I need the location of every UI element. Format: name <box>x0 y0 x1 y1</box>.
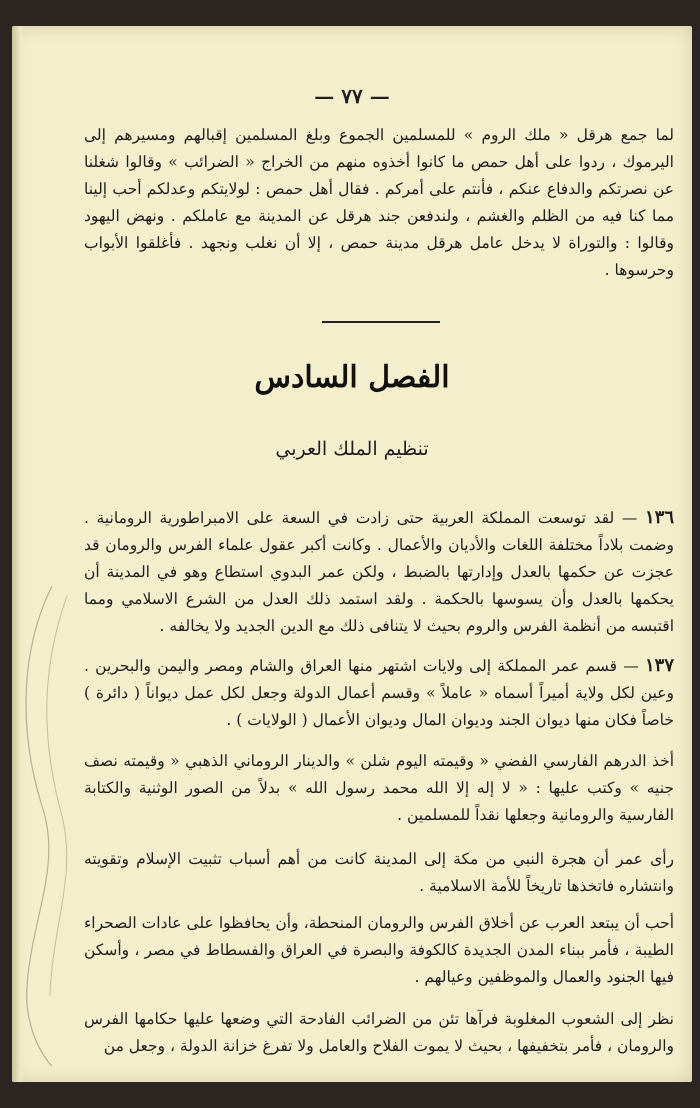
paragraph-136 <box>84 504 674 640</box>
paragraph-text: — لقد توسعت المملكة العربية حتى زادت في السعة على الامبراطورية الرومانية . وضمت بلاداً مختلفة اللغات والأديان والأعمال . وكانت أكبر عقول علماء الفرس والرومان قد عجزت عن حكمها بالعدل وإدارتها بالضبط ، ولكن عمر البدوي استطاع وهو في المدينة أن يحكمها بالعدل وأن يسوسها بالحكمة . ولقد استمد ذلك العدل من الشرع الاسلامي ومما اقتبسه من أنظمة الفرس والروم بحيث لا يتنافى ذلك مع الدين الجديد ولا يخالفه . <box>84 509 674 635</box>
section-divider <box>322 321 440 323</box>
pencil-margin-marks <box>12 586 92 1066</box>
paragraph-text: رأى عمر أن هجرة النبي من مكة إلى المدينة كانت من أهم أسباب تثبيت الإسلام وتقويته وانتشاره فاتخذها تاريخاً للأمة الاسلامية . <box>84 850 674 895</box>
paragraph-137 <box>84 652 674 734</box>
paragraph-number: ١٣٦ <box>644 507 674 528</box>
paragraph-hijri-calendar <box>84 846 674 900</box>
intro-text: لما جمع هرقل « ملك الروم » للمسلمين الجموع وبلغ المسلمين إقبالهم ومسيرهم إلى اليرموك ، ردوا على أهل حمص ما كانوا أخذوه منهم من الخراج « الضرائب » وقالوا شغلنا عن نصرتكم والدفاع عنكم ، فأنتم على أمركم . فقال أهل حمص : لولايتكم وعدلكم أحب إلينا مما كنا فيه من الظلم والغشم ، ولندفعن جند هرقل عن المدينة مع عاملكم . ونهض اليهود وقالوا : والتوراة لا يدخل عامل هرقل مدينة حمص ، إلا أن نغلب ونجهد . فأغلقوا الأبواب وحرسوها . <box>84 126 674 279</box>
chapter-subtitle: تنظيم الملك العربي <box>275 438 429 460</box>
paragraph-text: أحب أن يبتعد العرب عن أخلاق الفرس والرومان المنحطة، وأن يحافظوا على عادات الصحراء الطيبة ، فأمر ببناء المدن الجديدة كالكوفة والبصرة في العراق والفسطاط في مصر ، وأسكن فيها الجنود والعمال والموظفين وعيالهم . <box>84 914 674 986</box>
paragraph-coinage <box>84 748 674 829</box>
paragraph-new-cities <box>84 910 674 991</box>
paragraph-number: ١٣٧ <box>644 655 674 676</box>
paragraph-text: — قسم عمر المملكة إلى ولايات اشتهر منها العراق والشام ومصر واليمن والبحرين . وعين لكل ولاية أميراً أسماه « عاملاً » وقسم أعمال الدولة وجعل لكل عمل ديواناً ( دائرة ) خاصاً فكان منها ديوان الجند وديوان المال وديوان الأعمال ( الولايات ) . <box>84 657 674 729</box>
intro-paragraph <box>84 122 674 284</box>
chapter-title: الفصل السادس <box>254 360 450 395</box>
book-page <box>12 26 692 1082</box>
paragraph-text: نظر إلى الشعوب المغلوبة فرآها تئن من الضرائب الفادحة التي وضعها عليها حكامها الفرس والرومان ، فأمر بتخفيفها ، بحيث لا يموت الفلاح والعامل ولا تفرغ خزانة الدولة ، وجعل من <box>84 1010 674 1055</box>
page-number: — ٧٧ — <box>314 84 390 108</box>
paragraph-text: أخذ الدرهم الفارسي الفضي « وقيمته اليوم شلن » والدينار الروماني الذهبي « وقيمته نصف جنيه » وكتب عليها : « لا إله إلا الله محمد رسول الله » بدلاً من الصور الوثنية والكتابة الفارسية والرومانية وجعلها نقداً للمسلمين . <box>84 752 674 824</box>
paragraph-taxes <box>84 1006 674 1060</box>
